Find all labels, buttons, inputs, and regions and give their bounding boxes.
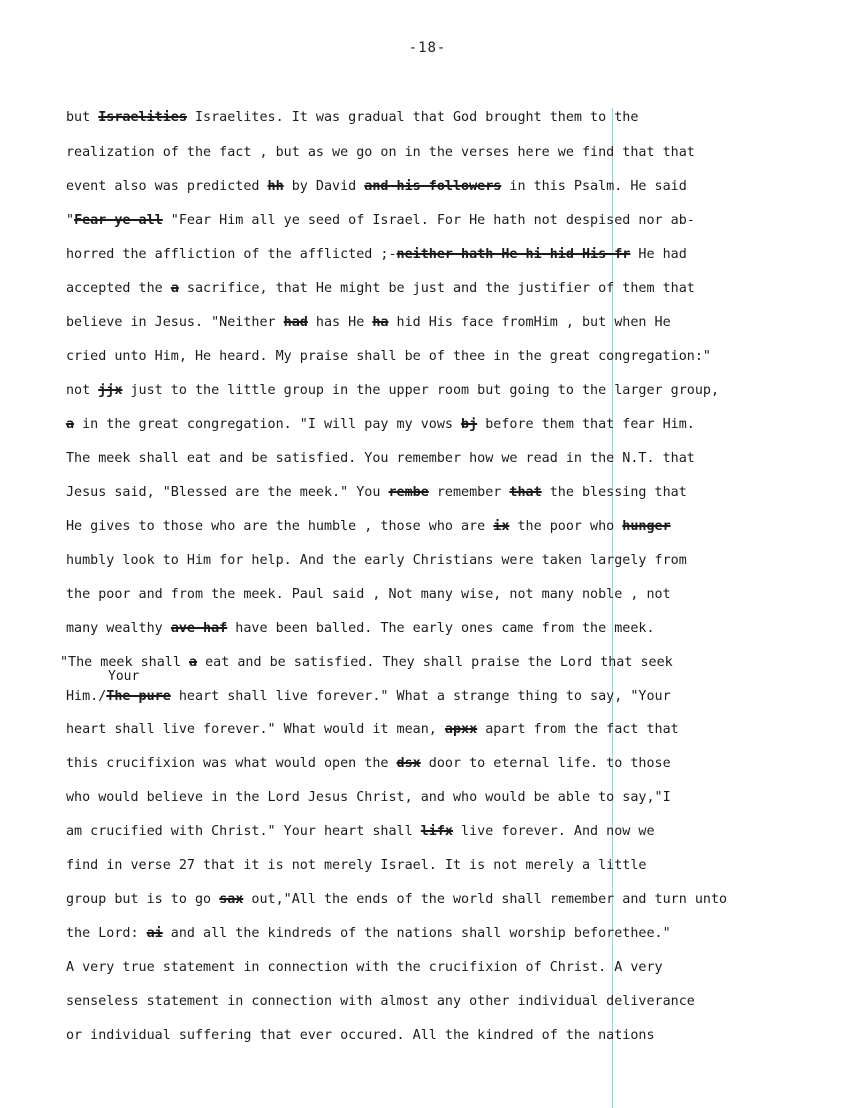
text-segment: believe in Jesus. "Neither: [66, 315, 284, 330]
text-line: [66, 213, 695, 229]
text-line: [66, 960, 663, 976]
text-segment: Jesus said, "Blessed are the meek." You: [66, 485, 389, 500]
text-segment: Him./: [66, 689, 107, 704]
text-line: [66, 587, 671, 603]
text-line: [66, 824, 655, 840]
text-line: [66, 689, 671, 705]
text-line: [66, 383, 719, 399]
text-segment: Israelites. It was gradual that God brought them to the: [186, 110, 639, 125]
text-line: [66, 926, 671, 942]
struck-out-text: a: [189, 655, 198, 670]
text-segment: by David: [283, 179, 365, 194]
text-segment: live forever. And now we: [452, 824, 655, 839]
struck-out-text: The pure: [106, 689, 171, 704]
text-segment: many wealthy: [66, 621, 171, 636]
text-segment: not: [66, 383, 99, 398]
text-segment: this crucifixion was what would open the: [66, 756, 397, 771]
text-segment: horred the affliction of the afflicted ;-: [66, 247, 397, 262]
text-line: [66, 485, 687, 501]
text-segment: has He: [307, 315, 373, 330]
text-line: [66, 451, 695, 467]
text-segment: have been balled. The early ones came from the meek.: [227, 621, 655, 636]
struck-out-text: dsx: [396, 756, 421, 771]
text-line: [66, 1028, 655, 1044]
text-line: [66, 349, 711, 365]
struck-out-text: a: [170, 281, 179, 296]
struck-out-text: and his followers: [364, 179, 502, 194]
text-line: [66, 756, 671, 772]
struck-out-text: neither hath He hi hid His fr: [396, 247, 631, 262]
text-line: [66, 417, 695, 433]
struck-out-text: sax: [219, 892, 244, 907]
text-segment: eat and be satisfied. They shall praise the Lord that seek: [197, 655, 673, 670]
struck-out-text: bj: [461, 417, 478, 432]
struck-out-text: a: [66, 417, 75, 432]
text-segment: just to the little group in the upper room but going to the larger group,: [122, 383, 720, 398]
text-segment: the poor and from the meek. Paul said , Not many wise, not many noble , not: [66, 587, 671, 602]
text-segment: cried unto Him, He heard. My praise shall be of thee in the great congregation:": [66, 349, 711, 364]
interlinear-insert: Your: [108, 669, 140, 684]
text-segment: He gives to those who are the humble , those who are: [66, 519, 494, 534]
struck-out-text: jjx: [98, 383, 123, 398]
text-segment: am crucified with Christ." Your heart shall: [66, 824, 421, 839]
struck-out-text: Israelities: [98, 110, 187, 125]
text-line: [66, 281, 695, 297]
text-segment: senseless statement in connection with almost any other individual deliverance: [66, 994, 695, 1009]
text-segment: who would believe in the Lord Jesus Christ, and who would be able to say,"I: [66, 790, 671, 805]
text-segment: hid His face fromHim , but when He: [388, 315, 671, 330]
text-segment: event also was predicted: [66, 179, 268, 194]
text-line: [66, 145, 695, 161]
text-line: [66, 519, 671, 535]
text-line: [66, 858, 646, 874]
struck-out-text: apxx: [444, 722, 478, 737]
text-segment: realization of the fact , but as we go on in the verses here we find that that: [66, 145, 695, 160]
struck-out-text: hunger: [622, 519, 671, 534]
text-segment: the blessing that: [541, 485, 687, 500]
text-segment: "Fear Him all ye seed of Israel. For He hath not despised nor ab-: [162, 213, 695, 228]
text-segment: humbly look to Him for help. And the early Christians were taken largely from: [66, 553, 687, 568]
struck-out-text: that: [509, 485, 542, 500]
text-segment: find in verse 27 that it is not merely Israel. It is not merely a little: [66, 858, 647, 873]
text-line: [66, 553, 687, 569]
text-line: [66, 110, 638, 126]
text-line: [66, 994, 695, 1010]
text-line: [60, 655, 673, 671]
text-segment: the poor who: [509, 519, 623, 534]
text-segment: out,"All the ends of the world shall remember and turn unto: [243, 892, 728, 907]
text-segment: apart from the fact that: [477, 722, 679, 737]
struck-out-text: had: [283, 315, 308, 330]
text-line: [66, 315, 671, 331]
text-segment: The meek shall eat and be satisfied. You remember how we read in the N.T. that: [66, 451, 695, 466]
text-segment: in this Psalm. He said: [501, 179, 687, 194]
text-segment: or individual suffering that ever occured. All the kindred of the nations: [66, 1028, 655, 1043]
struck-out-text: hh: [267, 179, 284, 194]
text-segment: door to eternal life. to those: [420, 756, 671, 771]
text-segment: the Lord:: [66, 926, 147, 941]
text-segment: ": [66, 213, 75, 228]
text-segment: heart shall live forever." What would it mean,: [66, 722, 445, 737]
text-line: [66, 621, 655, 637]
text-segment: A very true statement in connection with the crucifixion of Christ. A very: [66, 960, 663, 975]
text-segment: before them that fear Him.: [477, 417, 695, 432]
struck-out-text: ha: [372, 315, 389, 330]
text-segment: accepted the: [66, 281, 171, 296]
text-segment: heart shall live forever." What a strange thing to say, "Your: [170, 689, 671, 704]
struck-out-text: lifx: [420, 824, 453, 839]
text-line: [66, 179, 687, 195]
text-segment: group but is to go: [66, 892, 220, 907]
page-number: -18-: [408, 40, 447, 56]
text-segment: He had: [630, 247, 687, 262]
struck-out-text: Fear ye all: [74, 213, 163, 228]
text-line: [66, 790, 671, 806]
struck-out-text: ix: [493, 519, 510, 534]
text-line: [66, 722, 679, 738]
text-segment: sacrifice, that He might be just and the justifier of them that: [178, 281, 695, 296]
text-line: [66, 247, 687, 263]
text-segment: remember: [428, 485, 510, 500]
text-segment: but: [66, 110, 99, 125]
struck-out-text: ave haf: [170, 621, 228, 636]
text-line: [66, 892, 727, 908]
text-segment: and all the kindreds of the nations shall worship beforethee.": [162, 926, 671, 941]
text-segment: "The meek shall: [60, 655, 189, 670]
text-segment: in the great congregation. "I will pay my vows: [74, 417, 462, 432]
struck-out-text: ai: [146, 926, 163, 941]
struck-out-text: rembe: [388, 485, 429, 500]
